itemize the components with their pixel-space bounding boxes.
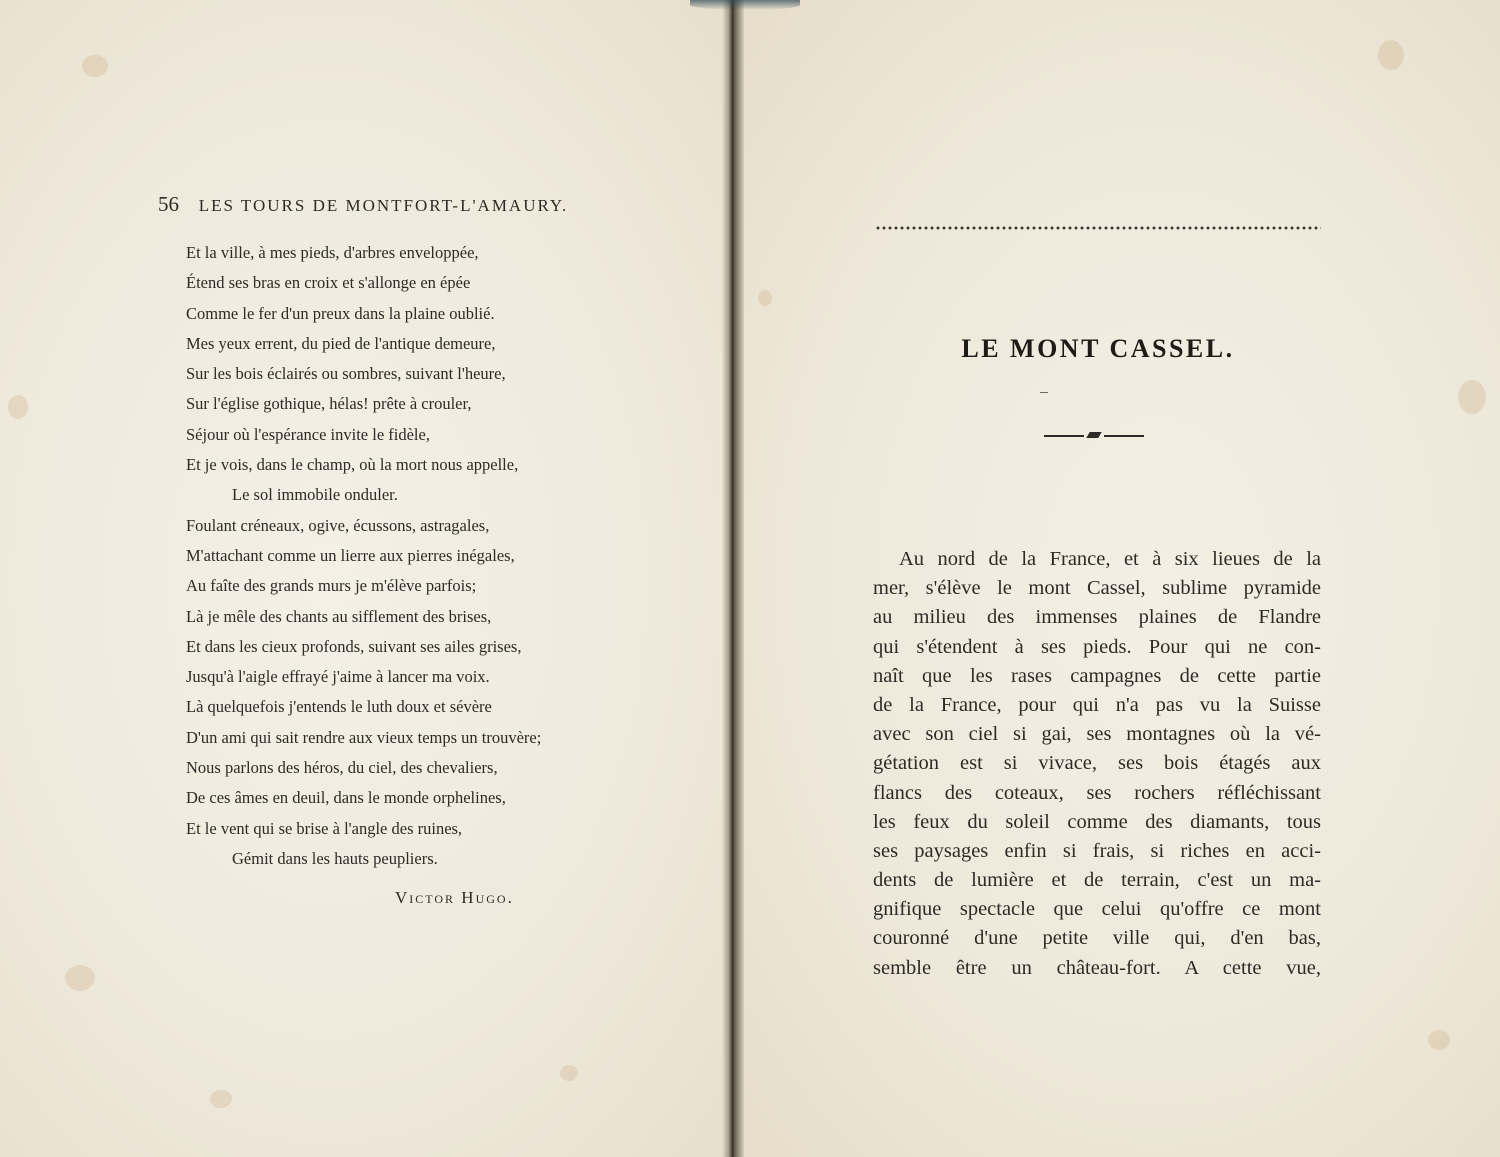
poem-signature: Victor Hugo. [395, 888, 514, 907]
poem-line: Sur les bois éclairés ou sombres, suivant l'heure, [186, 364, 506, 384]
poem-line: Jusqu'à l'aigle effrayé j'aime à lancer ma voix. [186, 667, 490, 687]
prose-line: gnifique spectacle que celui qu'offre ce mont [873, 898, 1321, 921]
stain [210, 1090, 232, 1108]
prose-line: naît que les rases campagnes de cette partie [873, 664, 1321, 687]
poem-line: Là quelquefois j'entends le luth doux et sévère [186, 697, 492, 717]
poem-line: Et la ville, à mes pieds, d'arbres enveloppée, [186, 243, 479, 262]
prose-line: les feux du soleil comme des diamants, tous [873, 810, 1321, 833]
poem-line: Et le vent qui se brise à l'angle des ruines, [186, 818, 463, 838]
poem-line: D'un ami qui sait rendre aux vieux temps un trouvère; [186, 727, 542, 747]
prose-line: dents de lumière et de terrain, c'est un ma- [873, 869, 1321, 892]
stain [1458, 380, 1486, 414]
poem-line: Gémit dans les hauts peupliers. [232, 848, 438, 868]
ink-mark [1040, 392, 1048, 393]
poem-line: Le sol immobile onduler. [232, 485, 398, 505]
chapter-title: LE MONT CASSEL. [961, 334, 1235, 363]
prose-line: de la France, pour qui n'a pas vu la Suisse [873, 693, 1321, 716]
poem-line: Étend ses bras en croix et s'allonge en épée [186, 273, 471, 293]
poem-line: Nous parlons des héros, du ciel, des chevaliers, [186, 758, 498, 778]
running-head [158, 192, 568, 217]
running-head-title: LES TOURS DE MONTFORT-L'AMAURY. [198, 196, 569, 215]
book-gutter [722, 0, 744, 1157]
poem-line: Là je mêle des chants au sifflement des brises, [186, 606, 492, 626]
stain [8, 395, 28, 419]
dotted-rule [875, 226, 1321, 230]
poem-line: Au faîte des grands murs je m'élève parfois; [186, 576, 477, 596]
title-ornament [1044, 430, 1144, 442]
poem [186, 238, 606, 874]
prose-line: semble être un château-fort. A cette vue, [873, 956, 1321, 979]
poem-line: Sur l'église gothique, hélas! prête à crouler, [186, 394, 472, 414]
prose-line: gétation est si vivace, ses bois étagés aux [873, 752, 1321, 775]
page-number: 56 [158, 192, 179, 216]
prose-line: avec son ciel si gai, ses montagnes où la vé- [873, 723, 1321, 746]
prose-line: au milieu des immenses plaines de Flandre [873, 606, 1321, 629]
stain [1378, 40, 1404, 70]
poem-line: De ces âmes en deuil, dans le monde orphelines, [186, 788, 506, 808]
prose-line: Au nord de la France, et à six lieues de la [899, 548, 1321, 570]
prose-line: qui s'étendent à ses pieds. Pour qui ne con- [873, 635, 1321, 658]
prose-line: ses paysages enfin si frais, si riches en acci- [873, 839, 1321, 862]
chapter-text [873, 545, 1321, 983]
stain [65, 965, 95, 991]
prose-line: mer, s'élève le mont Cassel, sublime pyramide [873, 577, 1321, 600]
poem-line: Mes yeux errent, du pied de l'antique demeure, [186, 333, 496, 353]
prose-line: flancs des coteaux, ses rochers réfléchissant [873, 781, 1321, 804]
poem-line: Comme le fer d'un preux dans la plaine oublié. [186, 303, 495, 323]
stain [1428, 1030, 1450, 1050]
poem-line: Et dans les cieux profonds, suivant ses ailes grises, [186, 636, 522, 656]
poem-line: Foulant créneaux, ogive, écussons, astragales, [186, 515, 490, 535]
book-spine-edge [690, 0, 800, 10]
stain [82, 55, 108, 77]
stain [560, 1065, 578, 1081]
poem-line: M'attachant comme un lierre aux pierres inégales, [186, 545, 515, 565]
prose-line: couronné d'une petite ville qui, d'en bas, [873, 927, 1321, 950]
stain [758, 290, 772, 306]
poem-line: Et je vois, dans le champ, où la mort nous appelle, [186, 455, 519, 475]
poem-line: Séjour où l'espérance invite le fidèle, [186, 424, 430, 444]
